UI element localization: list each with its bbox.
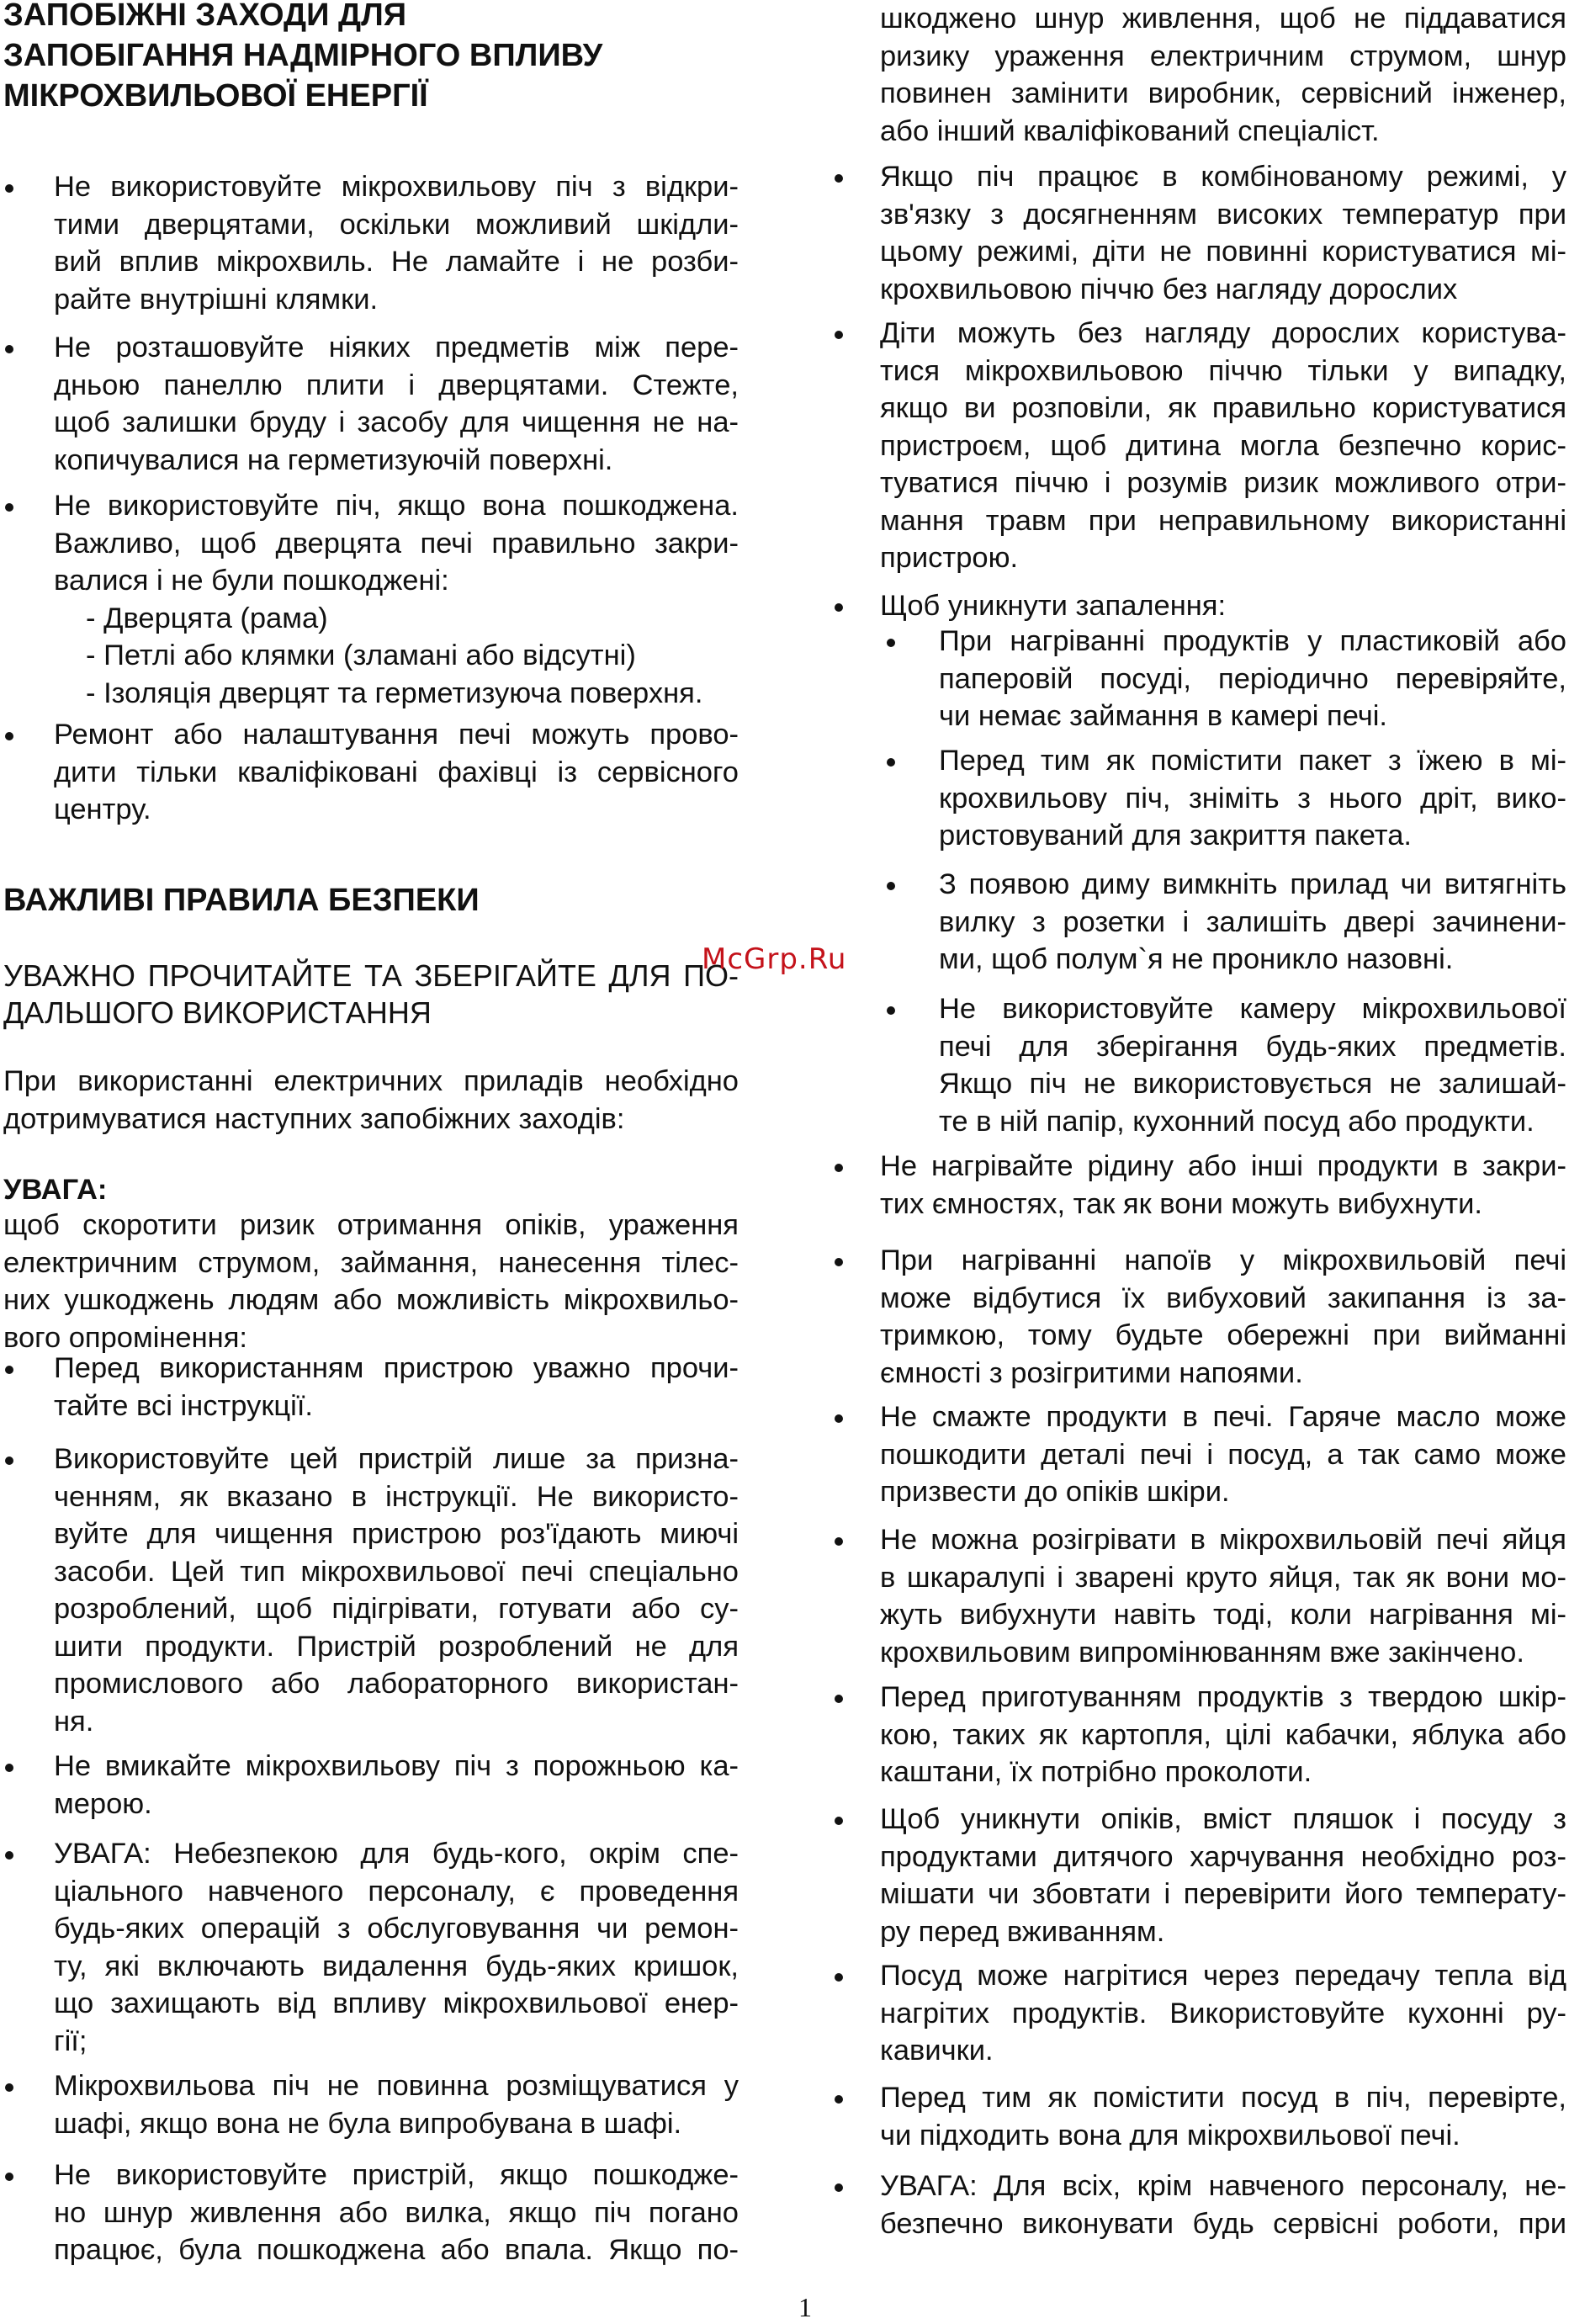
text-line: щоб залишки бруду і засобу для чищення не на- — [54, 406, 739, 438]
list-item — [830, 1801, 1566, 1950]
list-item — [3, 1441, 739, 1740]
text-line: дити тільки кваліфіковані фахівці із сервісного — [54, 756, 739, 788]
text-line: УВАГА: Небезпекою для будь-кого, окрім спе- — [54, 1838, 739, 1870]
text-line: шити продукти. Пристрій розроблений не для — [54, 1630, 739, 1663]
text-line: Не нагрівайте рідину або інші продукти в закри- — [880, 1150, 1566, 1182]
list-item — [3, 716, 739, 829]
bullet-icon — [835, 1817, 843, 1825]
text-line: Не використовуйте мікрохвильову піч з відкри- — [54, 171, 739, 203]
text-line: шкоджено шнур живлення, щоб не піддаватися — [880, 3, 1566, 34]
text-line: Щоб уникнути запалення: — [880, 590, 1227, 622]
text-line: но шнур живлення або вилка, якщо піч погано — [54, 2196, 739, 2229]
list-item — [3, 168, 739, 318]
sub-list-item — [880, 990, 1566, 1140]
text-line: може відбутися їх вибуховий закипання із за- — [880, 1281, 1566, 1314]
text-line: пристроєм, щоб дитина могла безпечно корис- — [880, 429, 1566, 462]
text-line: жуть вибухнути навіть тоді, коли нагрівання мі- — [880, 1599, 1566, 1631]
list-item — [830, 1242, 1566, 1392]
watermark-link[interactable]: McGrp.Ru — [702, 942, 847, 976]
text-line: Перед тим як помістити посуд в піч, перевірте, — [880, 2082, 1566, 2114]
text-line: ристовуваний для закриття пакета. — [939, 820, 1412, 852]
list-item — [830, 1398, 1566, 1511]
text-line: Не можна розігрівати в мікрохвильовій печі яйця — [880, 1524, 1566, 1556]
text-line: тися мікрохвильовою піччю тільки у випадку, — [880, 354, 1566, 387]
text-line: валися і не були пошкоджені: — [54, 565, 449, 597]
text-line: Перед тим як помістити пакет з їжею в мі- — [939, 745, 1566, 777]
text-line: туватися піччю і розумів ризик можливого отри- — [880, 467, 1566, 499]
text-line: якщо ви розповіли, як правильно користуватися — [880, 392, 1566, 424]
section-title-safety-rules: ВАЖЛИВІ ПРАВИЛА БЕЗПЕКИ — [3, 883, 480, 918]
text-line: промислового або лабораторного використан- — [54, 1668, 739, 1700]
text-line: мання травм при неправильному використанні — [880, 504, 1566, 537]
sub-list-item — [880, 623, 1566, 735]
text-line: електричним струмом, займання, нанесення тілес- — [3, 1246, 739, 1279]
notice-line: ДАЛЬШОГО ВИКОРИСТАННЯ — [3, 995, 432, 1030]
damage-sublist — [86, 600, 739, 713]
bullet-icon — [835, 331, 843, 339]
text-line: продуктами дитячого харчування необхідно роз- — [880, 1840, 1566, 1873]
bullet-icon — [5, 1456, 13, 1465]
text-line: зв'язку з досягненням високих температур при — [880, 198, 1566, 231]
text-line: кавички. — [880, 2035, 994, 2067]
continuation-paragraph — [880, 0, 1566, 150]
text-line: тайте всі інструкції. — [54, 1389, 314, 1422]
bullet-icon — [835, 603, 843, 612]
text-line: працює, була пошкоджена або впала. Якщо по- — [54, 2234, 739, 2266]
list-item — [3, 1350, 739, 1425]
text-line: Важливо, щоб дверцята печі правильно закри- — [54, 527, 739, 560]
text-line: ченням, як вказано в інструкції. Не використо- — [54, 1480, 739, 1513]
list-item — [3, 1748, 739, 1823]
list-item — [830, 1521, 1566, 1671]
text-line: Перед приготуванням продуктів з твердою шкір- — [880, 1681, 1566, 1713]
bullet-icon — [5, 503, 13, 512]
text-line: пошкодити деталі печі і посуд, а так само може — [880, 1438, 1566, 1471]
bullet-icon — [887, 639, 895, 647]
text-line: райте внутрішні клямки. — [54, 283, 379, 316]
read-notice — [3, 958, 739, 1032]
text-line: Не вмикайте мікрохвильову піч з порожньою ка- — [54, 1750, 739, 1782]
bullet-icon — [5, 2173, 13, 2181]
text-line: вий вплив мікрохвиль. Не ламайте і не розби- — [54, 246, 739, 278]
text-line: Використовуйте цей пристрій лише за призна- — [54, 1443, 739, 1475]
text-line: каштани, їх потрібно проколоти. — [880, 1756, 1312, 1788]
text-line: Якщо піч працює в комбінованому режимі, у — [880, 161, 1566, 193]
bullet-icon — [5, 2083, 13, 2092]
list-item — [830, 1148, 1566, 1223]
text-line: Не використовуйте піч, якщо вона пошкоджена. — [54, 490, 739, 522]
bullet-icon — [835, 174, 843, 183]
text-line: крохвильовим випромінюванням вже закінчено. — [880, 1636, 1524, 1669]
list-item — [830, 2167, 1566, 2242]
text-line: вого опромінення: — [3, 1321, 247, 1354]
bullet-icon — [835, 1414, 843, 1423]
list-item — [830, 158, 1566, 308]
text-line: Діти можуть без нагляду дорослих користува- — [880, 317, 1566, 349]
list-item — [3, 1835, 739, 2060]
text-line: них ушкоджень людям або можливість мікрохвильо- — [3, 1284, 739, 1316]
text-line: крохвильовою піччю без нагляду дорослих — [880, 273, 1458, 305]
warning-label: УВАГА: — [3, 1174, 108, 1206]
bullet-icon — [835, 2095, 843, 2104]
text-line: мішати чи збовтати і перевірити його температу- — [880, 1878, 1566, 1910]
text-line: мерою. — [54, 1787, 152, 1820]
text-line: пристрою. — [880, 542, 1019, 574]
text-line: При використанні електричних приладів необхідно — [3, 1065, 739, 1097]
text-line: будь-яких операцій з обслуговування чи ремон- — [54, 1913, 739, 1945]
text-line: безпечно виконувати будь сервісні роботи, при — [880, 2207, 1566, 2240]
text-line: Ремонт або налаштування печі можуть прово- — [54, 719, 739, 751]
text-line: паперовій посуді, періодично перевіряйте, — [939, 662, 1566, 695]
text-line: дньою панеллю плити і дверцятами. Стежте, — [54, 369, 739, 401]
notice-line: УВАЖНО ПРОЧИТАЙТЕ ТА ЗБЕРІГАЙТЕ ДЛЯ ПО- — [3, 958, 739, 993]
text-line: в шкаралупі і зварені круто яйця, так як вони мо- — [880, 1561, 1566, 1594]
text-line: Не розташовуйте ніяких предметів між пере- — [54, 332, 739, 363]
text-line: розроблений, щоб підігрівати, готувати або су- — [54, 1593, 739, 1625]
text-line: Перед використанням пристрою уважно прочи- — [54, 1352, 739, 1384]
text-line: тими дверцятами, оскільки можливий шкідли- — [54, 208, 739, 241]
section-title-microwave-energy — [3, 0, 602, 116]
bullet-icon — [5, 184, 13, 193]
list-item — [830, 315, 1566, 577]
bullet-icon — [835, 1537, 843, 1546]
bullet-icon — [835, 2183, 843, 2192]
list-item — [830, 2079, 1566, 2154]
bullet-icon — [5, 1764, 13, 1772]
bullet-icon — [887, 758, 895, 767]
text-line: призвести до опіків шкіри. — [880, 1476, 1230, 1508]
bullet-icon — [835, 1258, 843, 1266]
text-line: гії; — [54, 2024, 87, 2057]
text-line: При нагріванні продуктів у пластиковій або — [939, 625, 1566, 657]
text-line: центру. — [54, 793, 151, 825]
text-line: повинен замінити виробник, сервісний інженер, — [880, 77, 1566, 109]
text-line: ємності з розігритими напоями. — [880, 1356, 1303, 1389]
text-line: ціального навченого персоналу, є проведення — [54, 1875, 739, 1907]
text-line: ризику ураження електричним струмом, шнур — [880, 40, 1566, 72]
text-line: ту, які включають видалення будь-яких кришок, — [54, 1950, 739, 1982]
text-line: З появою диму вимкніть прилад чи витягніть — [939, 868, 1566, 900]
text-line: При нагріванні напоїв у мікрохвильовій печі — [880, 1244, 1566, 1276]
text-line: тримкою, тому будьте обережні при вийманні — [880, 1319, 1566, 1351]
text-line: копичувалися на герметизуючій поверхні. — [54, 443, 613, 476]
text-line: крохвильову піч, зніміть з нього дріт, вико- — [939, 782, 1566, 814]
warning-paragraph — [3, 1207, 739, 1356]
title-line: ЗАПОБІГАННЯ НАДМІРНОГО ВПЛИВУ — [3, 38, 603, 73]
text-line: ня. — [54, 1705, 94, 1738]
text-line: ру перед вживанням. — [880, 1915, 1165, 1948]
text-line: вилку з розетки і залишіть двері зачинени- — [939, 905, 1566, 938]
text-line: чи підходить вона для мікрохвильової печі. — [880, 2119, 1460, 2152]
list-item — [3, 2157, 739, 2269]
list-item — [3, 2067, 739, 2142]
text-line: щоб скоротити ризик отримання опіків, ураження — [3, 1209, 739, 1241]
text-line: вуйте для чищення пристрою роз'їдають миючі — [54, 1518, 739, 1550]
text-line: Щоб уникнути опіків, вміст пляшок і посуду з — [880, 1803, 1566, 1835]
text-line: чи немає займання в камері печі. — [939, 700, 1387, 732]
text-line: засоби. Цей тип мікрохвильової печі спеціально — [54, 1555, 739, 1588]
text-line: те в ній папір, кухонний посуд або продукти. — [939, 1105, 1535, 1138]
text-line: УВАГА: Для всіх, крім навченого персоналу, не- — [880, 2170, 1566, 2202]
text-line: Не використовуйте камеру мікрохвильової — [939, 993, 1566, 1025]
title-line: МІКРОХВИЛЬОВОЇ ЕНЕРГІЇ — [3, 78, 428, 114]
sublist-item: - Дверцята (рама) — [86, 602, 328, 634]
list-item — [3, 329, 739, 479]
text-line: цьому режимі, діти не повинні користуватися мі- — [880, 236, 1566, 268]
bullet-icon — [5, 345, 13, 353]
text-line: або інший кваліфікований спеціаліст. — [880, 114, 1380, 147]
sublist-item: - Петлі або клямки (зламані або відсутні) — [86, 639, 636, 671]
text-line: що захищають від впливу мікрохвильової енер- — [54, 1987, 739, 2019]
page-number: 1 — [798, 2292, 812, 2322]
list-item — [830, 1679, 1566, 1791]
bullet-icon — [887, 1006, 895, 1015]
title-line: ЗАПОБІЖНІ ЗАХОДИ ДЛЯ — [3, 0, 407, 33]
bullet-icon — [887, 882, 895, 890]
text-line: печі для зберігання будь-яких предметів. — [939, 1030, 1566, 1063]
text-line: нагрітих продуктів. Використовуйте кухонні ру- — [880, 1997, 1566, 2030]
list-item — [3, 487, 739, 712]
text-line: кою, таких як картопля, цілі кабачки, яблука або — [880, 1718, 1566, 1751]
sublist-item: - Ізоляція дверцят та герметизуюча поверхня. — [86, 677, 703, 709]
text-line: Не використовуйте пристрій, якщо пошкодже- — [54, 2159, 739, 2191]
text-line: Якщо піч не використовується не залишай- — [939, 1068, 1566, 1100]
text-line: дотримуватися наступних запобіжних заходів: — [3, 1102, 625, 1135]
text-line: Не смажте продукти в печі. Гаряче масло може — [880, 1401, 1566, 1433]
bullet-icon — [835, 1164, 843, 1172]
list-item — [830, 587, 1566, 625]
bullet-icon — [835, 1695, 843, 1703]
sub-list-item — [880, 742, 1566, 855]
intro-paragraph — [3, 1063, 739, 1138]
text-line: ми, щоб полум`я не проникло назовні. — [939, 943, 1454, 975]
bullet-icon — [5, 1851, 13, 1860]
text-line: Посуд може нагрітися через передачу тепла від — [880, 1960, 1566, 1992]
bullet-icon — [835, 1973, 843, 1982]
list-item — [830, 1957, 1566, 2070]
text-line: тих ємностях, так як вони можуть вибухнути. — [880, 1187, 1482, 1220]
text-line: шафі, якщо вона не була випробувана в шафі. — [54, 2107, 682, 2140]
bullet-icon — [5, 732, 13, 740]
bullet-icon — [5, 1366, 13, 1374]
sub-list-item — [880, 866, 1566, 979]
text-line: Мікрохвильова піч не повинна розміщуватися у — [54, 2070, 739, 2102]
